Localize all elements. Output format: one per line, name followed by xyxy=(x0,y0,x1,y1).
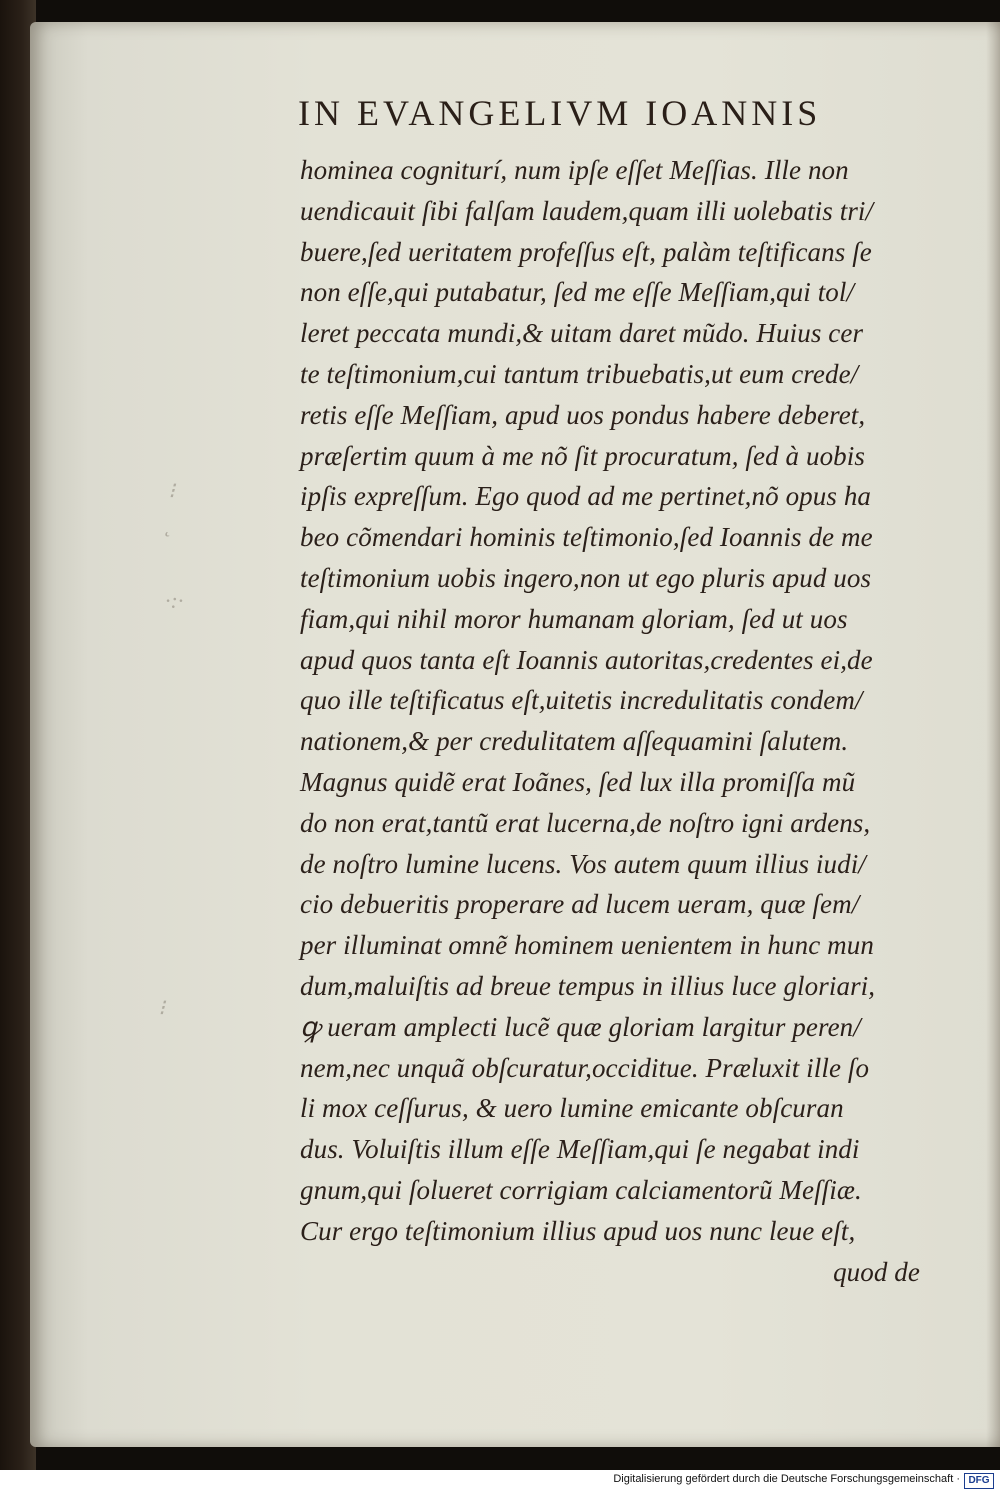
text-line: præſertim quum à me nõ ſit procuratum, ſed à uobis xyxy=(300,440,865,471)
text-line: non eſſe,qui putabatur, ſed me eſſe Meſſiam,qui tol/ xyxy=(300,277,855,308)
text-line: dum,maluiſtis ad breue tempus in illius luce gloriari, xyxy=(300,970,876,1001)
text-line: ꝙ ueram amplecti lucẽ quæ gloriam largitur peren/ xyxy=(300,1011,861,1042)
text-line: nem,nec unquã obſcuratur,occiditue. Præluxit ille ſo xyxy=(300,1052,870,1083)
show-through-mark: ⁝ xyxy=(168,478,175,503)
funding-credit: Digitalisierung gefördert durch die Deutsche Forschungsgemeinschaft · xyxy=(613,1473,960,1485)
body-text xyxy=(300,150,940,1292)
page-shadow xyxy=(986,22,1000,1447)
dfg-logo: DFG xyxy=(964,1473,994,1489)
running-header: IN EVANGELIVM IOANNIS xyxy=(298,93,822,133)
text-line: ipſis expreſſum. Ego quod ad me pertinet,nõ opus ha xyxy=(300,481,872,512)
text-line: per illuminat omnẽ hominem uenientem in hunc mun xyxy=(300,930,874,961)
text-line: nationem,& per credulitatem aſſequamini ſalutem. xyxy=(300,726,849,757)
text-line: Cur ergo teſtimonium illius apud uos nunc leue eſt, xyxy=(300,1215,856,1246)
text-line: dus. Voluiſtis illum eſſe Meſſiam,qui ſe negabat indi xyxy=(300,1134,860,1165)
text-line: de noſtro lumine lucens. Vos autem quum illius iudi/ xyxy=(300,848,866,879)
show-through-mark: ˛ xyxy=(164,512,172,537)
text-line: Magnus quidẽ erat Ioãnes, ſed lux illa promiſſa mũ xyxy=(300,766,856,797)
text-line: apud quos tanta eſt Ioannis autoritas,credentes ei,de xyxy=(300,644,873,675)
text-line: leret peccata mundi,& uitam daret mũdo. Huius cer xyxy=(300,318,864,349)
text-line: cio debueritis properare ad lucem ueram, quæ ſem/ xyxy=(300,889,860,920)
text-line: gnum,qui ſolueret corrigiam calciamentorũ Meſſiæ. xyxy=(300,1174,862,1205)
show-through-mark: ⁝ xyxy=(158,995,165,1020)
text-line: do non erat,tantũ erat lucerna,de noſtro igni ardens, xyxy=(300,807,871,838)
text-line: uendicauit ſibi falſam laudem,quam illi uolebatis tri/ xyxy=(300,195,874,226)
text-line: buere,ſed ueritatem profeſſus eſt, palàm teſtificans ſe xyxy=(300,236,872,267)
text-line: retis eſſe Meſſiam, apud uos pondus habere deberet, xyxy=(300,399,866,430)
text-line: beo cõmendari hominis teſtimonio,ſed Ioannis de me xyxy=(300,522,873,553)
show-through-mark: ·:· xyxy=(165,588,184,613)
text-line: fiam,qui nihil moror humanam gloriam, ſed ut uos xyxy=(300,603,848,634)
text-line: quo ille teſtificatus eſt,uitetis incredulitatis condem/ xyxy=(300,685,863,716)
catchword: quod de xyxy=(833,1256,920,1287)
text-line: hominea cogniturí, num ipſe eſſet Meſſias. Ille non xyxy=(300,155,849,185)
text-line: li mox ceſſurus, & uero lumine emicante obſcuran xyxy=(300,1093,844,1124)
text-line: teſtimonium uobis ingero,non ut ego pluris apud uos xyxy=(300,562,872,593)
text-line: te teſtimonium,cui tantum tribuebatis,ut eum crede/ xyxy=(300,358,859,389)
